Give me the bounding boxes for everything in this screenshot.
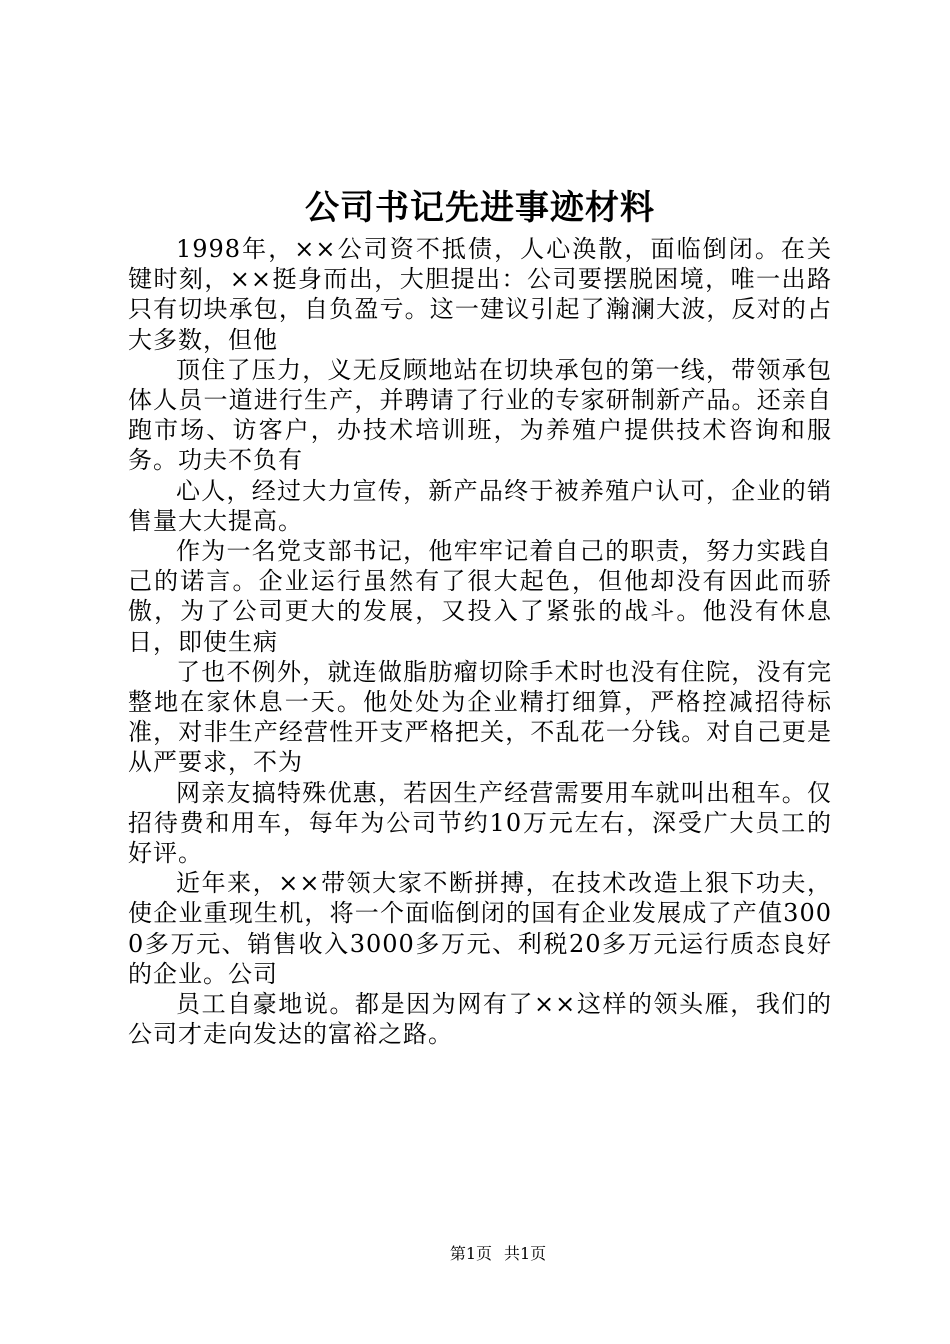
page-total: 共1页 (504, 1244, 547, 1263)
document-body (128, 234, 832, 1049)
paragraph: 作为一名党支部书记，他牢牢记着自己的职责，努力实践自己的诺言。企业运行虽然有了很大起色，但他却没有因此而骄傲，为了公司更大的发展，又投入了紧张的战斗。他没有休息日，即使生病 (128, 537, 832, 656)
paragraph: 了也不例外，就连做脂肪瘤切除手术时也没有住院，没有完整地在家休息一天。他处处为企业精打细算，严格控减招待标准，对非生产经营性开支严格把关，不乱花一分钱。对自己更是从严要求，不为 (128, 657, 832, 777)
page-footer (0, 1244, 950, 1264)
paragraph: 员工自豪地说。都是因为网有了××这样的领头雁，我们的公司才走向发达的富裕之路。 (128, 990, 832, 1049)
page-number: 第1页 (449, 1244, 492, 1263)
document-title: 公司书记先进事迹材料 (305, 188, 655, 228)
paragraph: 近年来，××带领大家不断拼搏，在技术改造上狠下功夫，使企业重现生机，将一个面临倒闭的国有企业发展成了产值3000多万元、销售收入3000多万元、利税20多万元运行质态良好的企业。公司 (128, 869, 832, 988)
paragraph: 心人，经过大力宣传，新产品终于被养殖户认可，企业的销售量大大提高。 (128, 476, 832, 535)
paragraph: 顶住了压力，义无反顾地站在切块承包的第一线，带领承包体人员一道进行生产，并聘请了行业的专家研制新产品。还亲自跑市场、访客户，办技术培训班，为养殖户提供技术咨询和服务。功夫不负有 (128, 355, 832, 475)
paragraph: 网亲友搞特殊优惠，若因生产经营需要用车就叫出租车。仅招待费和用车，每年为公司节约10万元左右，深受广大员工的好评。 (128, 778, 832, 868)
paragraph: 1998年，××公司资不抵债，人心涣散，面临倒闭。在关键时刻，××挺身而出，大胆提出：公司要摆脱困境，唯一出路只有切块承包，自负盈亏。这一建议引起了瀚澜大波，反对的占大多数，但他 (128, 235, 832, 354)
